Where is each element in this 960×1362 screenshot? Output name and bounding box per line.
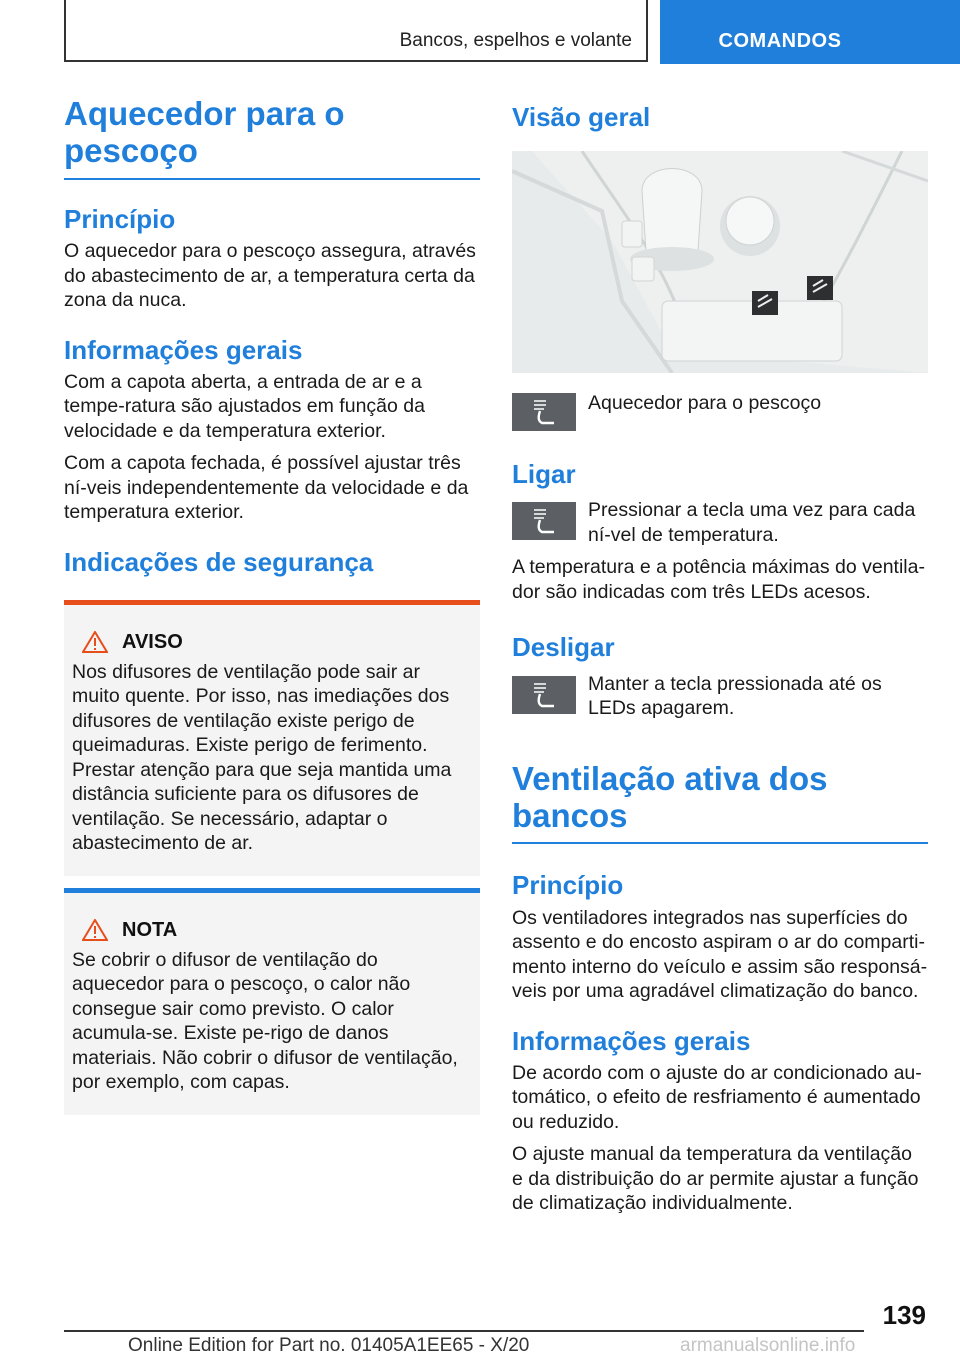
section-title-seat-ventilation: Ventilação ativa dos bancos: [512, 761, 928, 845]
heading-off: Desligar: [512, 632, 615, 663]
on-led-info: A temperatura e a potência máximas do ventila‐dor são indicadas com três LEDs acesos.: [512, 556, 925, 603]
vent-general-text-2: O ajuste manual da temperatura da ventilação e da distribuição do ar permite ajustar a função de climatização individualmente.: [512, 1143, 919, 1215]
warning-triangle-icon: [82, 631, 108, 653]
page-header: [0, 0, 960, 64]
header-chapter-label: COMANDOS: [718, 30, 842, 52]
heading-vent-principle: Princípio: [512, 870, 624, 901]
footer-edition: Online Edition for Part no. 01405A1EE65 - X/20: [128, 1335, 530, 1356]
vent-general-text-1: De acordo com o ajuste do ar condicionado au‐tomático, o efeito de resfriamento é aumentado ou reduzido.: [512, 1061, 922, 1133]
overview-caption: Aquecedor para o pescoço: [588, 392, 822, 415]
heading-vent-general-info: Informações gerais: [512, 1025, 751, 1056]
off-instruction: Manter a tecla pressionada até os LEDs apagarem.: [588, 672, 882, 720]
general-info-text-2: Com a capota fechada, é possível ajustar três ní‐veis independentemente da velocidade e da temperatura exterior.: [64, 452, 469, 524]
heading-general-info: Informações gerais: [64, 334, 303, 365]
center-console-illustration: [512, 151, 928, 373]
page-number: 139: [882, 1300, 926, 1330]
neck-heater-button-icon: [512, 393, 576, 431]
vent-principle-text: Os ventiladores integrados nas superfícies do assento e do encosto aspiram o ar do comparti‐mento interno do veículo e assim são responsá‐veis por uma agradável climatização do banco.: [512, 906, 928, 1003]
header-section-box: [64, 0, 648, 62]
general-info-text-1: Com a capota aberta, a entrada de ar e a tempe‐ratura são ajustados em função da velocidade e da temperatura exterior.: [64, 370, 425, 442]
center-console-photo: [512, 151, 928, 373]
neck-heater-button-icon: [512, 502, 576, 540]
symbol-row-overview: [512, 393, 928, 431]
warning-text: Nos difusores de ventilação pode sair ar muito quente. Por isso, nas imediações dos difusores de ventilação existe perigo de queimaduras. Existe perigo de ferimento. Prestar atenção para que seja mantida uma distância suficiente para os difusores de ventilação. Se necessário, adaptar o abastecimento de ar.: [72, 660, 452, 855]
header-section-title: Bancos, espelhos e volante: [399, 30, 632, 51]
footer-divider: [64, 1330, 864, 1332]
warning-box: [64, 600, 480, 876]
warning-triangle-icon: [82, 919, 108, 941]
heading-safety: Indicações de segurança: [64, 546, 374, 577]
warning-label: AVISO: [122, 630, 183, 653]
note-text: Se cobrir o difusor de ventilação do aquecedor para o pescoço, o calor não consegue sair como previsto. O calor acumula-se. Existe pe‐rigo de danos materiais. Não cobrir o difusor de ventilação, por exemplo, com capas.: [72, 948, 458, 1094]
watermark: armanualsonline.info: [680, 1335, 856, 1356]
note-label: NOTA: [122, 918, 178, 941]
left-column: [64, 96, 480, 1115]
on-instruction: Pressionar a tecla uma vez para cada ní‐vel de temperatura.: [588, 499, 916, 546]
symbol-row-off: [512, 672, 928, 721]
header-chapter-tab[interactable]: [660, 0, 960, 64]
note-box: [64, 888, 480, 1115]
right-column: [512, 96, 928, 1216]
heading-on: Ligar: [512, 459, 576, 490]
principle-text: O aquecedor para o pescoço assegura, através do abastecimento de ar, a temperatura certa da zona da nuca.: [64, 240, 476, 312]
heading-principle: Princípio: [64, 203, 176, 234]
heading-overview: Visão geral: [512, 102, 651, 132]
symbol-row-on: [512, 499, 928, 547]
neck-heater-button-icon: [512, 676, 576, 714]
section-title-neck-heater: Aquecedor para o pescoço: [64, 96, 480, 180]
